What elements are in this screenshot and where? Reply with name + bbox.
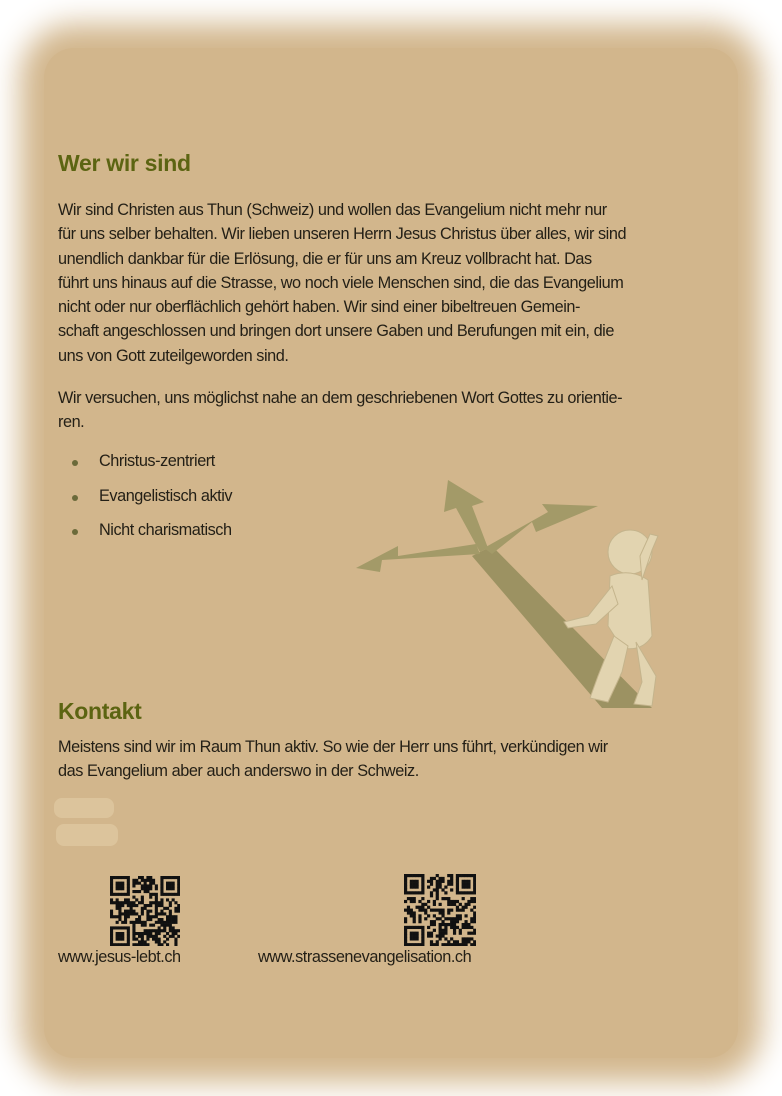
- text-line: führt uns hinaus auf die Strasse, wo noch viele Menschen sind, die das Evangelium: [58, 273, 624, 292]
- text-line: nicht oder nur oberflächlich gehört haben. Wir sind einer bibeltreuen Gemein-: [58, 298, 580, 317]
- list-item: [70, 487, 232, 522]
- erased-area: [54, 796, 124, 848]
- qr-code-jesus-lebt[interactable]: [110, 876, 180, 946]
- link-jesus-lebt[interactable]: www.jesus-lebt.ch: [58, 948, 181, 966]
- values-list: [70, 452, 232, 556]
- about-paragraph: [58, 198, 626, 368]
- list-item-label: Nicht charismatisch: [99, 521, 232, 539]
- section-heading-who: Wer wir sind: [58, 150, 191, 176]
- contact-paragraph: [58, 735, 608, 784]
- section-heading-contact: Kontakt: [58, 698, 142, 724]
- bullet-icon: [72, 529, 78, 535]
- text-line: Wir versuchen, uns möglichst nahe an dem geschriebenen Wort Gottes zu orientie-: [58, 389, 623, 407]
- bullet-icon: [72, 460, 78, 466]
- qr-code-strassenevangelisation[interactable]: [404, 874, 476, 946]
- text-line: ren.: [58, 413, 85, 432]
- link-strassenevangelisation[interactable]: www.strassenevangelisation.ch: [258, 948, 472, 966]
- text-line: das Evangelium aber auch anderswo in der Schweiz.: [58, 762, 419, 781]
- text-line: für uns selber behalten. Wir lieben unseren Herrn Jesus Christus über alles, wir sind: [58, 225, 627, 244]
- list-item-label: Christus-zentriert: [99, 452, 215, 470]
- text-line: schaft angeschlossen und bringen dort unsere Gaben und Berufungen mit ein, die: [58, 322, 614, 341]
- bullet-icon: [72, 495, 78, 501]
- list-item: [70, 452, 232, 487]
- list-item-label: Evangelistisch aktiv: [99, 486, 233, 505]
- text-line: Meistens sind wir im Raum Thun aktiv. So wie der Herr uns führt, verkündigen wir: [58, 738, 608, 756]
- text-line: uns von Gott zuteilgeworden sind.: [58, 346, 289, 365]
- list-item: [70, 521, 232, 556]
- orientation-paragraph: [58, 386, 622, 435]
- crossroads-figure-illustration: [352, 476, 672, 716]
- text-line: unendlich dankbar für die Erlösung, die er für uns am Kreuz vollbracht hat. Das: [58, 249, 592, 268]
- text-line: Wir sind Christen aus Thun (Schweiz) und wollen das Evangelium nicht mehr nur: [58, 201, 607, 219]
